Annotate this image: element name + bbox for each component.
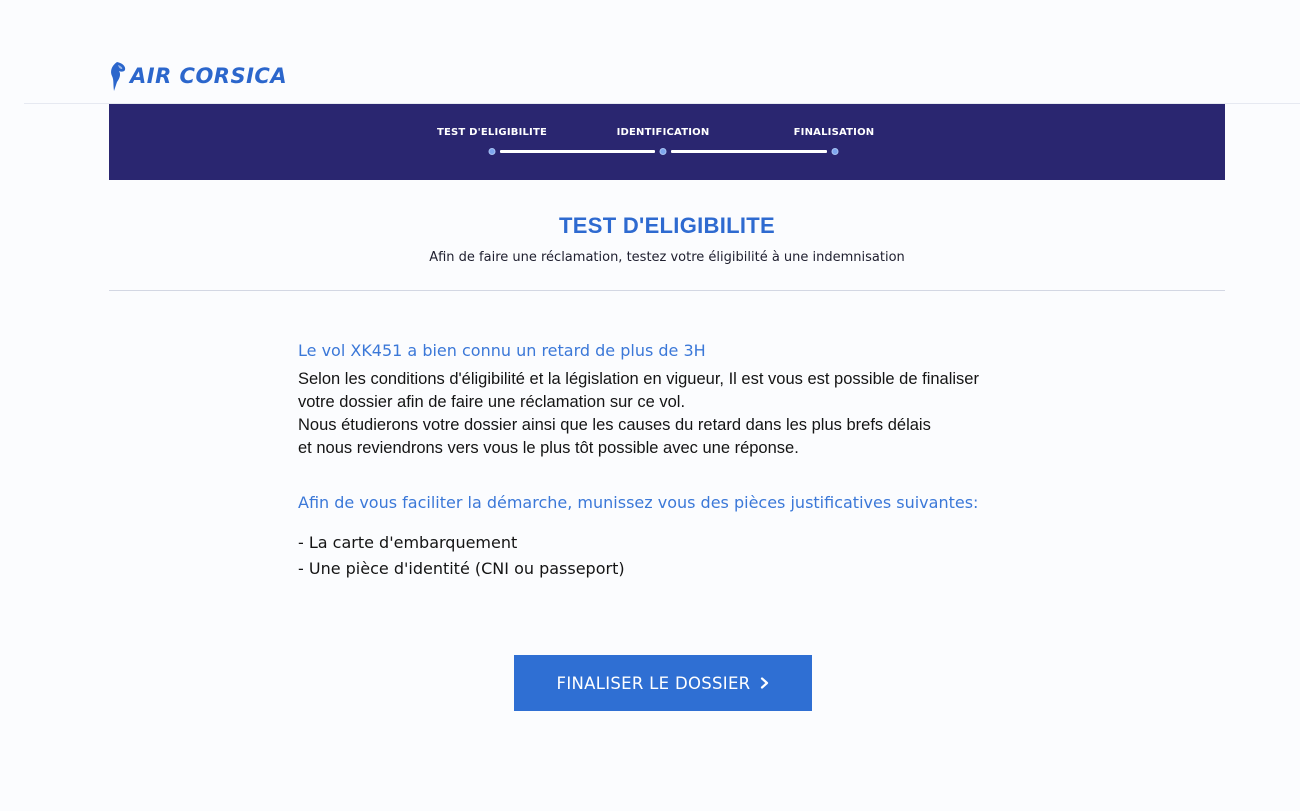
chevron-right-icon — [760, 677, 769, 689]
step-eligibility[interactable]: TEST D'ELIGIBILITE — [436, 127, 548, 138]
section-divider — [109, 290, 1225, 291]
document-item: - Une pièce d'identité (CNI ou passeport) — [298, 559, 625, 578]
result-heading: Le vol XK451 a bien connu un retard de plus de 3H — [298, 341, 706, 360]
step-dot-finalisation — [832, 148, 839, 155]
document-item: - La carte d'embarquement — [298, 533, 518, 552]
result-line: votre dossier afin de faire une réclamation sur ce vol. — [298, 393, 686, 411]
eligibility-result — [298, 340, 1118, 582]
documents-heading: Afin de vous faciliter la démarche, munissez vous des pièces justificatives suivantes: — [298, 493, 979, 512]
step-dot-eligibility — [489, 148, 496, 155]
site-header — [0, 0, 1300, 104]
result-line: et nous reviendrons vers vous le plus tôt possible avec une réponse. — [298, 439, 799, 457]
finalize-dossier-label: FINALISER LE DOSSIER — [556, 673, 751, 693]
step-identification[interactable]: IDENTIFICATION — [616, 127, 710, 138]
step-connector-1 — [500, 150, 655, 153]
documents-list — [298, 530, 1118, 582]
result-line: Nous étudierons votre dossier ainsi que les causes du retard dans les plus brefs délais — [298, 416, 931, 434]
step-connector-2 — [671, 150, 827, 153]
page-title: TEST D'ELIGIBILITE — [559, 213, 775, 238]
logo-wordmark: AIR CORSICA — [130, 63, 288, 88]
result-description — [298, 368, 1118, 460]
step-finalisation[interactable]: FINALISATION — [793, 127, 875, 138]
result-line: Selon les conditions d'éligibilité et la législation en vigueur, Il est vous est possible de finaliser — [298, 370, 979, 388]
progress-stepper — [109, 104, 1225, 180]
finalize-dossier-button[interactable] — [514, 655, 812, 711]
page-subtitle: Afin de faire une réclamation, testez votre éligibilité à une indemnisation — [429, 250, 905, 265]
air-corsica-bird-icon — [108, 60, 128, 92]
air-corsica-logo[interactable] — [108, 60, 287, 92]
step-dot-identification — [660, 148, 667, 155]
